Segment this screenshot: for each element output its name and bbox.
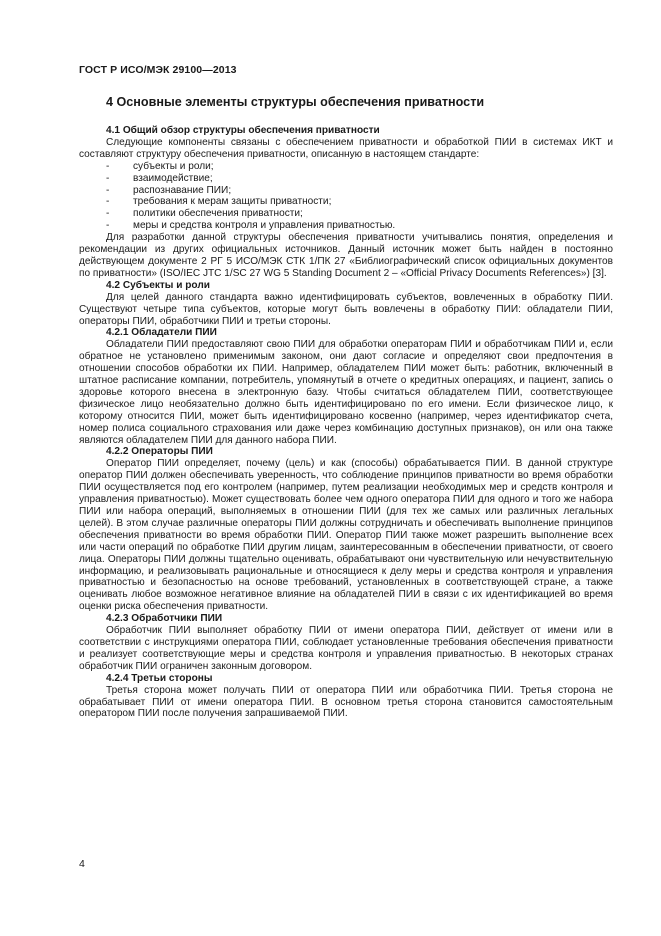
paragraph-4-1-closing: Для разработки данной структуры обеспечения приватности учитывались понятия, определения и рекомендации из других официальных источников. Данный источник может быть найден в постоянно действующем документе 2 РГ 5 ИСО/МЭК СТК 1/ПК 27 «Библиографический список официальных документов по приватности» (ISO/IEC JTC 1/SC 27 WG 5 Standing Document 2 – «Official Privacy Documents References») [3].	[79, 232, 613, 279]
list-item-text: требования к мерам защиты приватности;	[133, 196, 332, 208]
list-item	[79, 220, 613, 232]
heading-4-2-3: 4.2.3 Обработчики ПИИ	[106, 613, 223, 625]
bullet-dash: -	[106, 208, 110, 220]
list-item	[79, 208, 613, 220]
document-header: ГОСТ Р ИСО/МЭК 29100—2013	[79, 64, 237, 76]
list-item-text: субъекты и роли;	[133, 160, 214, 172]
heading-4-2: 4.2 Субъекты и роли	[106, 279, 210, 291]
list-item	[79, 161, 613, 173]
bullet-dash: -	[106, 172, 110, 184]
list-item-text: взаимодействие;	[133, 172, 213, 184]
paragraph-4-2-3: Обработчик ПИИ выполняет обработку ПИИ от имени оператора ПИИ, действует от имени или в соответствии с инструкциями оператора ПИИ, соблюдает установленные требования обеспечения приватности и реализует соответствующие меры и средства контроля и управления приватностью. В некоторых странах обработчик ПИИ ограничен законным договором.	[79, 625, 613, 672]
spacer	[79, 110, 613, 125]
bullet-dash: -	[106, 184, 110, 196]
section-title: 4 Основные элементы структуры обеспечения приватности	[106, 95, 485, 109]
document-body	[79, 95, 613, 720]
heading-4-2-1: 4.2.1 Обладатели ПИИ	[106, 327, 217, 339]
list-item-text: меры и средства контроля и управления приватностью.	[133, 220, 396, 232]
paragraph-4-2: Для целей данного стандарта важно идентифицировать субъектов, вовлеченных в обработку ПИИ. Существуют четыре типа субъектов, которые могут быть вовлечены в обработку ПИИ: обладатели ПИИ, операторы ПИИ, обработчики ПИИ и третьи стороны.	[79, 291, 613, 327]
heading-4-2-4: 4.2.4 Третьи стороны	[106, 672, 213, 684]
paragraph-4-2-4: Третья сторона может получать ПИИ от оператора ПИИ или обработчика ПИИ. Третья сторона не обрабатывает ПИИ от имени оператора ПИИ. В основном третья сторона становится самостоятельным оператором ПИИ после получения запрашиваемой ПИИ.	[79, 684, 613, 720]
bullet-dash: -	[106, 196, 110, 208]
list-item	[79, 196, 613, 208]
page-number: 4	[79, 858, 85, 870]
bullet-dash: -	[106, 160, 110, 172]
paragraph-4-1-intro: Следующие компоненты связаны с обеспечением приватности и обработкой ПИИ в системах ИКТ и составляют структуру обеспечения приватности, описанную в настоящем стандарте:	[79, 136, 613, 160]
list-item-text: распознавание ПИИ;	[133, 184, 232, 196]
paragraph-4-2-1: Обладатели ПИИ предоставляют свою ПИИ для обработки операторам ПИИ и обработчикам ПИИ и, если обратное не установлено применимым законом, они дают согласие и определяют свои предпочтения в отношении способов обработки их ПИИ. Например, обладателем ПИИ может быть: работник, включенный в штатное расписание компании, потребитель, упомянутый в отчете о кредитных операциях, и пациент, запись о здоровье которого внесена в электронную базу. Чтобы считаться обладателем ПИИ, соответствующее физическое лицо необязательно должно быть идентифицировано по его имени. Если физическое лицо, к которому относится ПИИ, может быть идентифицировано косвенно (например, через идентификатор счета, номер полиса социального страхования или даже через комбинацию доступных признаков), он или она также являются обладателем ПИИ для данного набора ПИИ.	[79, 339, 613, 446]
list-item-text: политики обеспечения приватности;	[133, 208, 303, 220]
bullet-dash: -	[106, 220, 110, 232]
list-item	[79, 185, 613, 197]
heading-4-2-2: 4.2.2 Операторы ПИИ	[106, 446, 213, 458]
list-item	[79, 173, 613, 185]
heading-4-1: 4.1 Общий обзор структуры обеспечения приватности	[106, 125, 380, 136]
paragraph-4-2-2: Оператор ПИИ определяет, почему (цель) и как (способы) обрабатывается ПИИ. В данной структуре оператор ПИИ должен обеспечивать уверенность, что соблюдение принципов приватности во время обработки ПИИ осуществляется под его контролем (например, путем реализации необходимых мер и средств контроля и управления приватностью). Может существовать более чем одного оператора ПИИ для одного и того же набора ПИИ или набора операций, выполняемых в отношении ПИИ (для тех же самых или различных легальных целей). В этом случае различные операторы ПИИ должны сотрудничать и обеспечивать выполнение принципов обеспечения приватности во время обработки ПИИ. Оператор ПИИ также может разрешить выполнение всех или части операций по обработке ПИИ другим лицам, заинтересованным в обеспечении приватности, от своего лица. Операторы ПИИ должны тщательно оценивать, обрабатывают они чувствительную или нечувствительную информацию, и реализовывать рациональные и относящиеся к делу меры и средства контроля и управления приватностью и безопасностью на основе требований, установленных в соответствующей стране, а также оценивать любое возможное негативное влияние на обладателей ПИИ в связи с их идентификацией во время оценки риска обеспечения приватности.	[79, 458, 613, 613]
